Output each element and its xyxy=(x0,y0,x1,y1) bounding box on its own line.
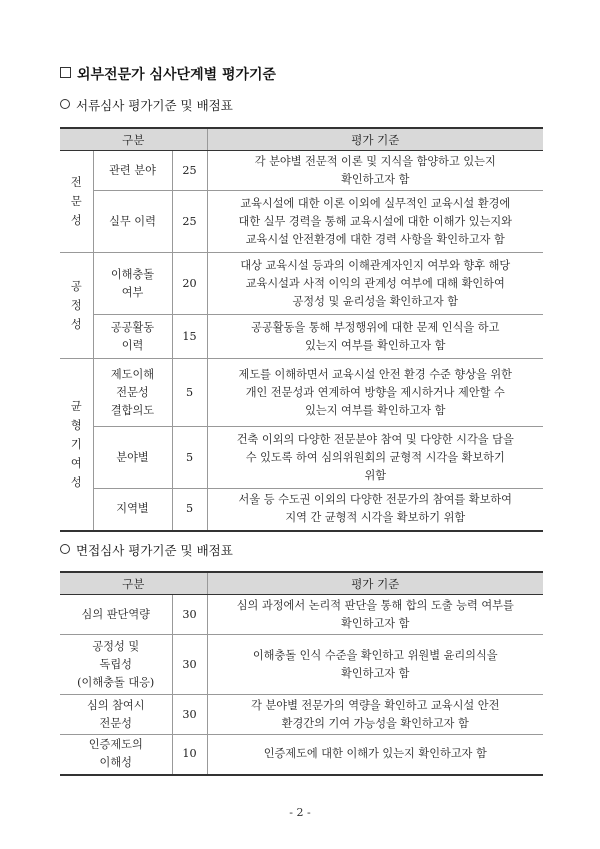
item-label: 관련 분야 xyxy=(93,151,172,191)
item-score: 5 xyxy=(172,489,207,531)
item-score: 25 xyxy=(172,151,207,191)
table-row xyxy=(60,191,543,253)
group-balance: 균 형 기 여 성 xyxy=(60,359,93,531)
item-score: 30 xyxy=(172,695,207,735)
item-label: 실무 이력 xyxy=(93,191,172,253)
item-score: 30 xyxy=(172,635,207,695)
item-label: 심의 참여시 전문성 xyxy=(60,695,172,735)
item-label: 인증제도의 이해성 xyxy=(60,735,172,775)
section1-heading-text: 서류심사 평가기준 및 배점표 xyxy=(76,98,233,113)
square-bullet-icon xyxy=(60,67,71,78)
table-row xyxy=(60,489,543,531)
item-description: 대상 교육시설 등과의 이해관계자인지 여부와 향후 해당 교육시설과 사적 이익의 관계성 여부에 대해 확인하여 공정성 및 윤리성을 확인하고자 함 xyxy=(207,253,543,315)
group-fairness: 공 정 성 xyxy=(60,253,93,359)
document-title xyxy=(60,64,276,84)
item-score: 20 xyxy=(172,253,207,315)
item-description: 인증제도에 대한 이해가 있는지 확인하고자 함 xyxy=(207,735,543,775)
item-label: 심의 판단역량 xyxy=(60,595,172,635)
item-description: 각 분야별 전문적 이론 및 지식을 함양하고 있는지 확인하고자 함 xyxy=(207,151,543,191)
item-score: 5 xyxy=(172,427,207,489)
table-row xyxy=(60,315,543,359)
item-description: 서울 등 수도권 이외의 다양한 전문가의 참여를 확보하여 지역 간 균형적 시각을 확보하기 위함 xyxy=(207,489,543,531)
table2-header-criteria: 평가 기준 xyxy=(207,572,543,595)
page-number: - 2 - xyxy=(289,806,311,819)
circle-bullet-icon xyxy=(60,544,70,554)
table-row xyxy=(60,735,543,775)
item-label: 공정성 및 독립성 (이해충돌 대응) xyxy=(60,635,172,695)
interview-screening-table xyxy=(60,571,543,776)
item-description: 공공활동을 통해 부정행위에 대한 문제 인식을 하고 있는지 여부를 확인하고자 함 xyxy=(207,315,543,359)
section1-heading xyxy=(60,96,233,114)
item-description: 건축 이외의 다양한 전문분야 참여 및 다양한 시각을 담을 수 있도록 하여 심의위원회의 균형적 시각을 확보하기 위함 xyxy=(207,427,543,489)
table-row xyxy=(60,635,543,695)
item-score: 25 xyxy=(172,191,207,253)
item-description: 각 분야별 전문가의 역량을 확인하고 교육시설 안전 환경간의 기여 가능성을 확인하고자 함 xyxy=(207,695,543,735)
item-score: 5 xyxy=(172,359,207,427)
item-score: 10 xyxy=(172,735,207,775)
item-label: 지역별 xyxy=(93,489,172,531)
table-row xyxy=(60,151,543,191)
item-description: 제도를 이해하면서 교육시설 안전 환경 수준 향상을 위한 개인 전문성과 연계하여 방향을 제시하거나 제안할 수 있는지 여부를 확인하고자 함 xyxy=(207,359,543,427)
group-expertise: 전 문 성 xyxy=(60,151,93,253)
table-row xyxy=(60,595,543,635)
item-score: 30 xyxy=(172,595,207,635)
section2-heading xyxy=(60,541,233,559)
item-description: 심의 과정에서 논리적 판단을 통해 합의 도출 능력 여부를 확인하고자 함 xyxy=(207,595,543,635)
item-label: 분야별 xyxy=(93,427,172,489)
item-description: 교육시설에 대한 이론 이외에 실무적인 교육시설 환경에 대한 실무 경력을 통해 교육시설에 대한 이해가 있는지와 교육시설 안전환경에 대한 경력 사항을 확인하고자 함 xyxy=(207,191,543,253)
table1-header-criteria: 평가 기준 xyxy=(207,128,543,151)
table-row xyxy=(60,695,543,735)
section2-heading-text: 면접심사 평가기준 및 배점표 xyxy=(76,543,233,558)
item-score: 15 xyxy=(172,315,207,359)
document-screening-table xyxy=(60,127,543,532)
table-row xyxy=(60,253,543,315)
circle-bullet-icon xyxy=(60,99,70,109)
table-row xyxy=(60,427,543,489)
table2-header-category: 구분 xyxy=(60,572,207,595)
table-row xyxy=(60,359,543,427)
table1-header-category: 구분 xyxy=(60,128,207,151)
document-title-text: 외부전문가 심사단계별 평가기준 xyxy=(77,67,277,83)
item-label: 제도이해 전문성 결합의도 xyxy=(93,359,172,427)
item-description: 이해충돌 인식 수준을 확인하고 위원별 윤리의식을 확인하고자 함 xyxy=(207,635,543,695)
item-label: 이해충돌 여부 xyxy=(93,253,172,315)
item-label: 공공활동 이력 xyxy=(93,315,172,359)
